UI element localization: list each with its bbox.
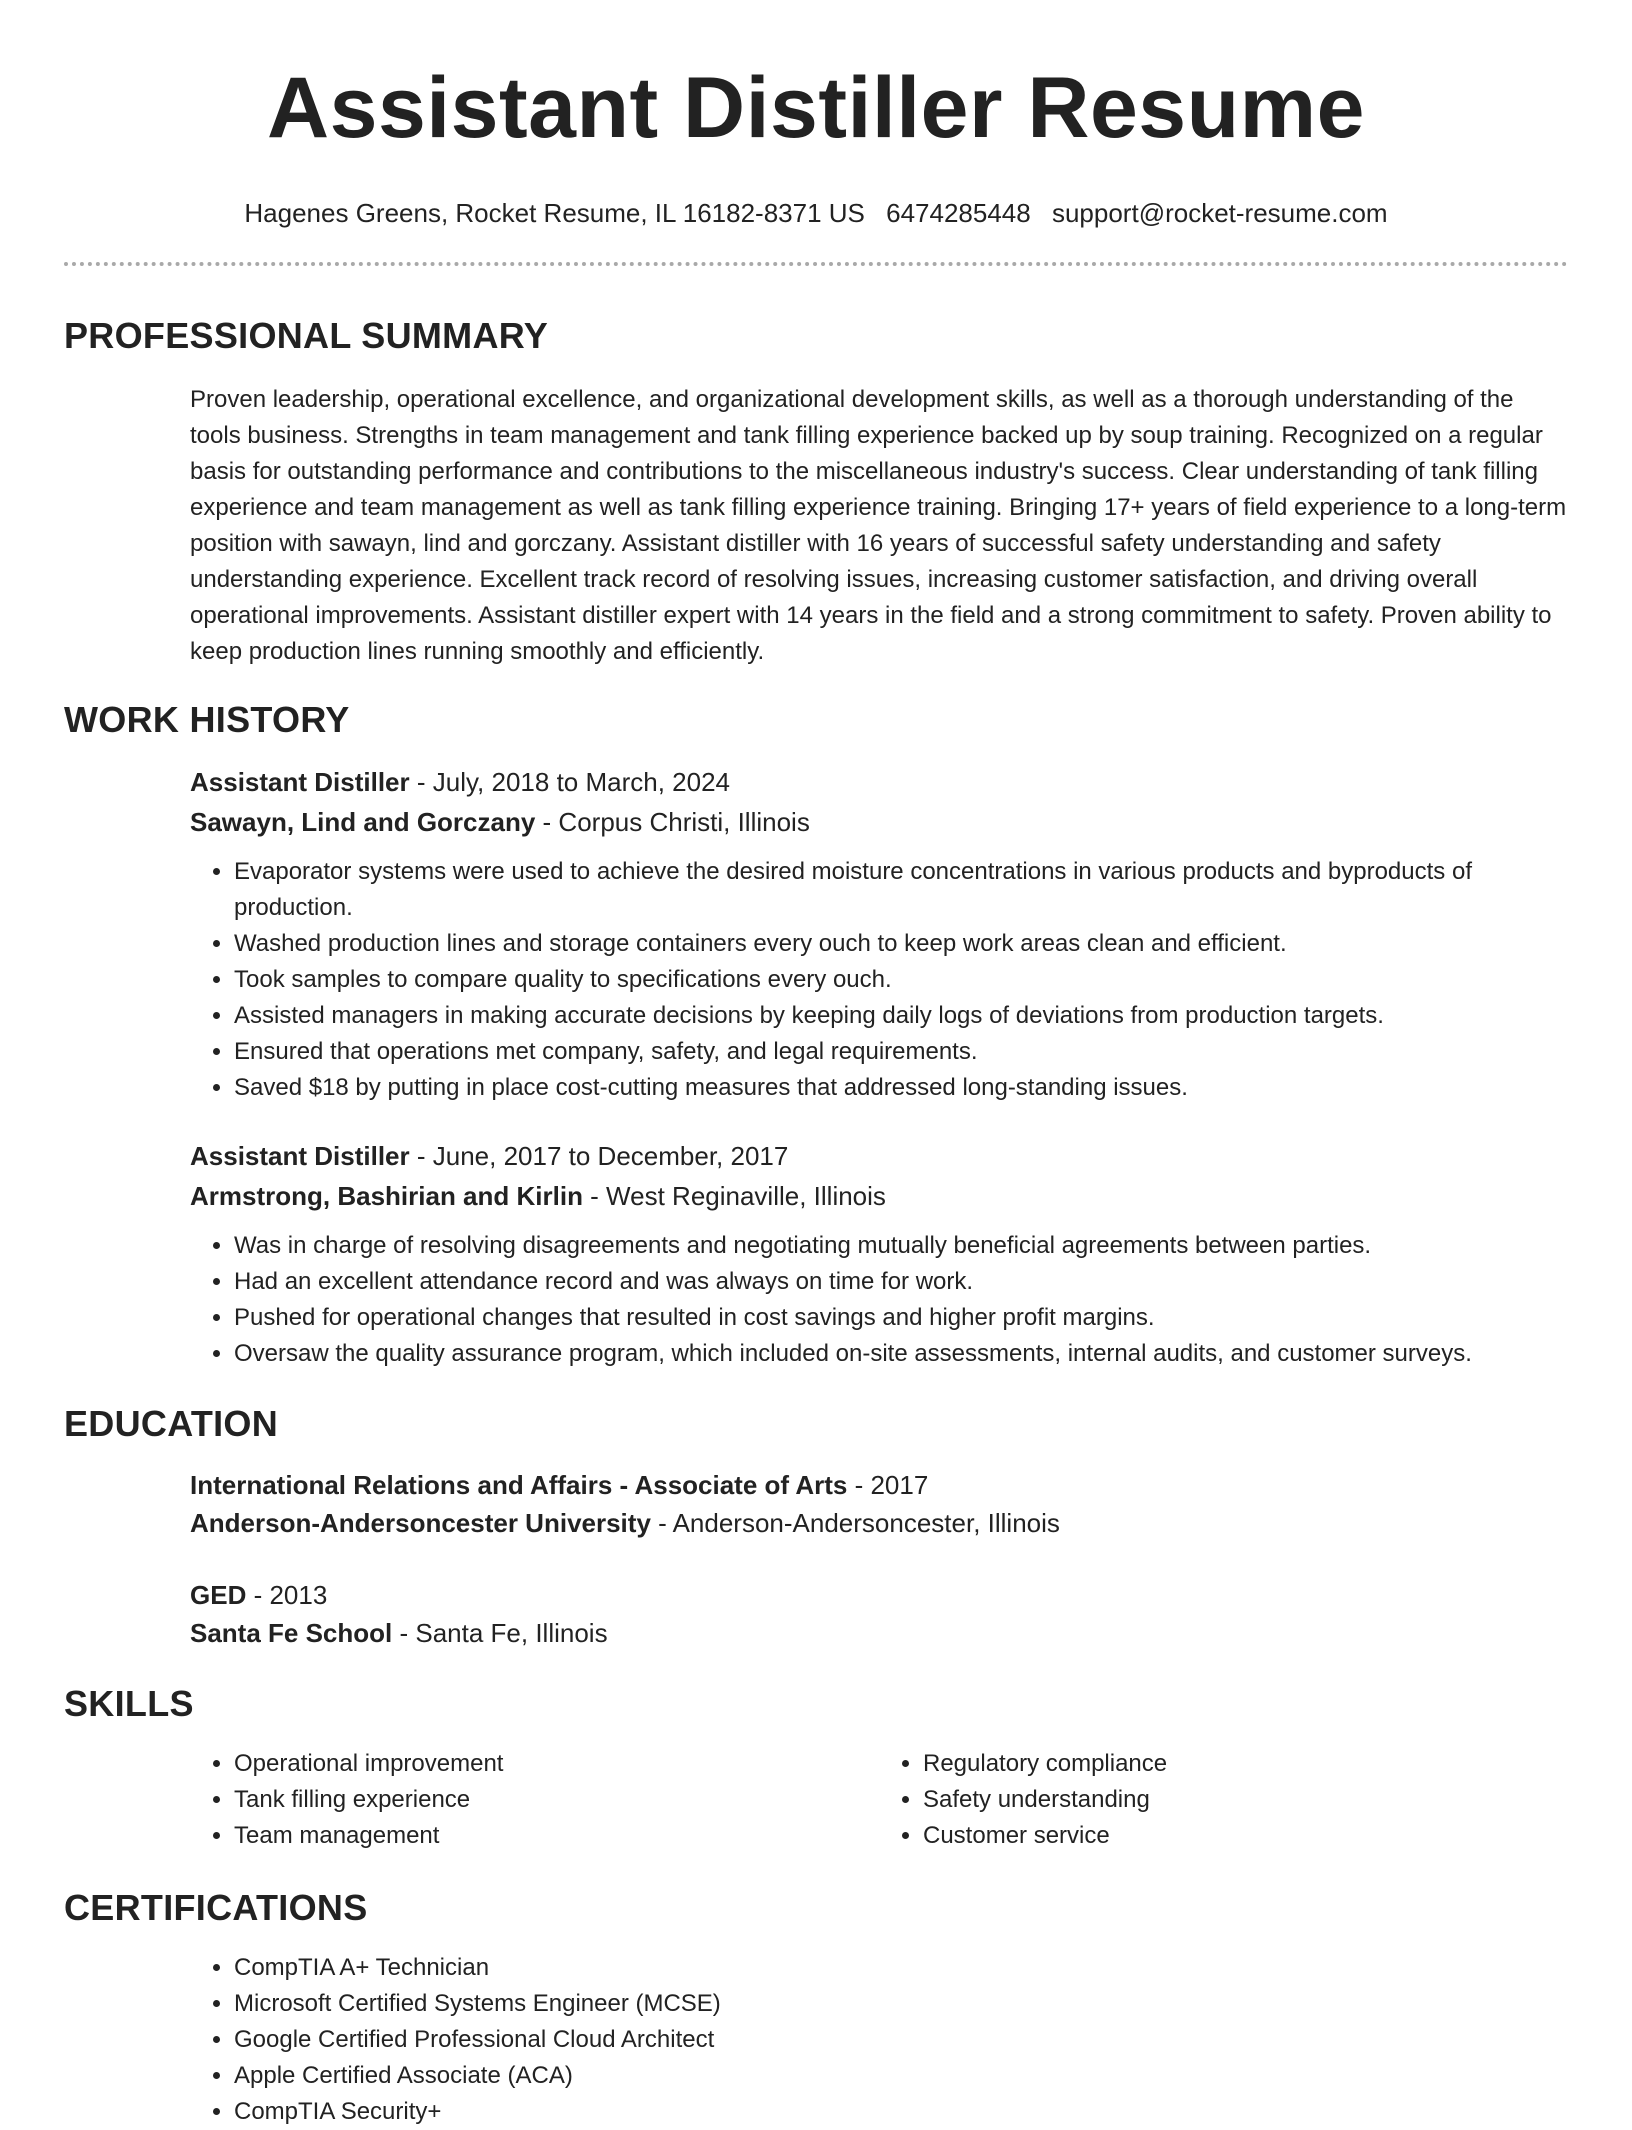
work-history-heading: WORK HISTORY [64,699,350,740]
job-title-line [190,1136,1568,1176]
certifications-heading: CERTIFICATIONS [64,1887,368,1928]
list-item: • Google Certified Professional Cloud Architect [234,2022,1568,2058]
job-entry [190,762,1568,1106]
job-title: Assistant Distiller [190,1141,410,1171]
job-company: Sawayn, Lind and Gorczany [190,807,536,837]
job-dates: - July, 2018 to March, 2024 [409,767,730,797]
list-item: • CompTIA Security+ [234,2094,1568,2130]
skills-grid [190,1746,1568,1854]
education-entry [190,1576,1568,1652]
job-location: - Corpus Christi, Illinois [535,807,810,837]
contact-address: Hagenes Greens, Rocket Resume, IL 16182-8371 US [244,198,865,228]
job-company: Armstrong, Bashirian and Kirlin [190,1181,583,1211]
education-entry [190,1466,1568,1542]
job-entry [190,1136,1568,1372]
degree-line [190,1466,1568,1504]
degree: International Relations and Affairs - Associate of Arts [190,1470,848,1500]
job-title: Assistant Distiller [190,767,410,797]
school-location: - Santa Fe, Illinois [392,1618,608,1648]
degree: GED [190,1580,247,1610]
list-item: • Customer service [923,1818,1568,1854]
contact-line [64,196,1568,230]
job-dates: - June, 2017 to December, 2017 [409,1141,789,1171]
certifications-list [190,1950,1568,2130]
contact-phone: 6474285448 [886,198,1031,228]
list-item: • Safety understanding [923,1782,1568,1818]
list-item: • Assisted managers in making accurate decisions by keeping daily logs of deviations from production targets. [234,998,1568,1034]
certifications-block [190,1950,1568,2130]
list-item: • CompTIA A+ Technician [234,1950,1568,1986]
resume-title: Assistant Distiller Resume [267,60,1365,156]
resume-page [64,0,1568,2130]
list-item: • Took samples to compare quality to specifications every ouch. [234,962,1568,998]
school-line [190,1614,1568,1652]
list-item: • Oversaw the quality assurance program, which included on-site assessments, internal audits, and customer surveys. [234,1336,1568,1372]
school-line [190,1504,1568,1542]
job-title-line [190,762,1568,802]
list-item: • Apple Certified Associate (ACA) [234,2058,1568,2094]
skills-list-left [190,1746,879,1854]
list-item: • Had an excellent attendance record and was always on time for work. [234,1264,1568,1300]
list-item: • Pushed for operational changes that resulted in cost savings and higher profit margins. [234,1300,1568,1336]
list-item: • Evaporator systems were used to achieve the desired moisture concentrations in various products and byproducts of production. [234,854,1568,926]
degree-year: - 2017 [847,1470,929,1500]
job-location: - West Reginaville, Illinois [582,1181,886,1211]
job-company-line [190,802,1568,842]
school-location: - Anderson-Andersoncester, Illinois [650,1508,1060,1538]
list-item: • Microsoft Certified Systems Engineer (MCSE) [234,1986,1568,2022]
degree-line [190,1576,1568,1614]
skills-list-right [879,1746,1568,1854]
education-heading: EDUCATION [64,1403,279,1444]
list-item: • Team management [234,1818,879,1854]
list-item: • Saved $18 by putting in place cost-cutting measures that addressed long-standing issues. [234,1070,1568,1106]
job-duties-list [190,1228,1568,1372]
summary-text: Proven leadership, operational excellence, and organizational development skills, as well as a thorough understanding of the tools business. Strengths in team management and tank filling experience backed up by soup training. Recognized on a regular basis for outstanding performance and contributions to the miscellaneous industry's success. Clear understanding of tank filling experience and team management as well as tank filling experience training. Bringing 17+ years of field experience to a long-term position with sawayn, lind and gorczany. Assistant distiller with 16 years of successful safety understanding and safety understanding experience. Excellent track record of resolving issues, increasing customer satisfaction, and driving overall operational improvements. Assistant distiller expert with 14 years in the field and a strong commitment to safety. Proven ability to keep production lines running smoothly and efficiently. [190,386,1567,665]
job-company-line [190,1176,1568,1216]
contact-email: support@rocket-resume.com [1051,198,1388,228]
school: Santa Fe School [190,1618,393,1648]
list-item: • Regulatory compliance [923,1746,1568,1782]
list-item: • Tank filling experience [234,1782,879,1818]
degree-year: - 2013 [246,1580,328,1610]
job-duties-list [190,854,1568,1106]
list-item: • Operational improvement [234,1746,879,1782]
list-item: • Was in charge of resolving disagreements and negotiating mutually beneficial agreements between parties. [234,1228,1568,1264]
list-item: • Ensured that operations met company, safety, and legal requirements. [234,1034,1568,1070]
school: Anderson-Andersoncester University [190,1508,651,1538]
list-item: • Washed production lines and storage containers every ouch to keep work areas clean and efficient. [234,926,1568,962]
header-divider [64,262,1568,266]
summary-heading: PROFESSIONAL SUMMARY [64,315,549,356]
skills-heading: SKILLS [64,1683,194,1724]
